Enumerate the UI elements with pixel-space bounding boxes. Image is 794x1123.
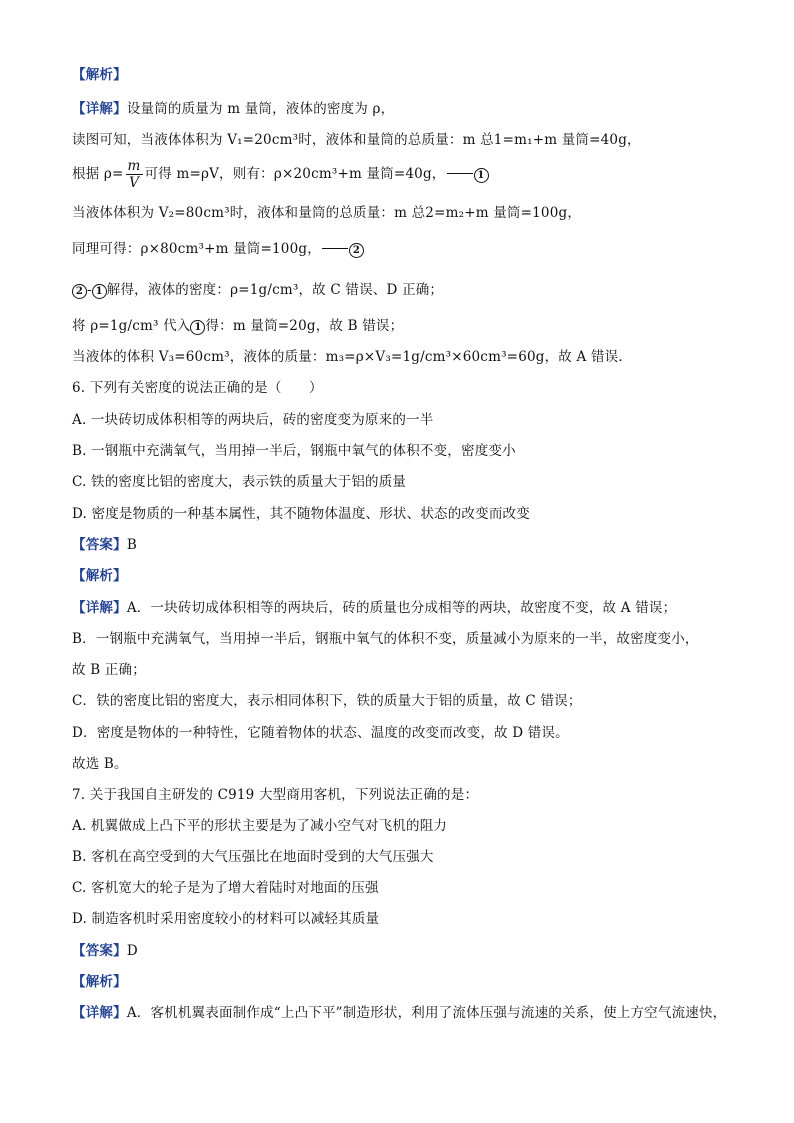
- q7-detail-a-text: A．客机机翼表面制作成“上凸下平”制造形状，利用了流体压强与流速的关系，使上方空气流速快，: [126, 1005, 727, 1021]
- circled-number-2: 2: [349, 243, 364, 258]
- density-fraction: [126, 158, 143, 191]
- detail-tag: 【详解】: [72, 101, 127, 117]
- q5-text-3-pre: 根据 ρ=: [72, 166, 124, 182]
- fraction-numerator: m: [127, 158, 141, 174]
- q6-detail-d: D．密度是物体的一种特性，它随着物体的状态、温度的改变而改变，故 D 错误。: [72, 725, 569, 741]
- q7-detail-a: [72, 1004, 726, 1022]
- q7-option-a: A. 机翼做成上凸下平的形状主要是为了减小空气对飞机的阻力: [72, 818, 448, 834]
- analysis-tag: 【解析】: [72, 974, 127, 990]
- q7-option-d: D. 制造客机时采用密度较小的材料可以减轻其质量: [72, 911, 380, 927]
- q5-text-4: 当液体体积为 V₂=80cm³时，液体和量筒的总质量：m 总2=m₂+m 量筒=100g，: [72, 205, 582, 221]
- q5-detail-line-1: [72, 100, 394, 118]
- circled-number-1: 1: [474, 168, 489, 183]
- q5-line-3: [72, 158, 489, 191]
- q6-detail-c: C．铁的密度比铝的密度大，表示相同体积下，铁的质量大于铝的质量，故 C 错误；: [72, 693, 582, 709]
- q6-stem: 6. 下列有关密度的说法正确的是（ ）: [72, 380, 323, 396]
- q5-text-1: 设量筒的质量为 m 量筒，液体的密度为 ρ，: [126, 101, 395, 117]
- q6-option-a: A. 一块砖切成体积相等的两块后，砖的密度变为原来的一半: [72, 412, 434, 428]
- q5-text-7-pre: 将 ρ=1g/cm³ 代入: [72, 318, 191, 334]
- circled-number-1: 1: [190, 320, 205, 335]
- circled-number-1: 1: [92, 284, 107, 299]
- q6-detail-b2: 故 B 正确；: [72, 662, 146, 678]
- q6-answer-line: [72, 536, 137, 554]
- q6-answer: B: [126, 537, 137, 553]
- q5-text-6: 解得，液体的密度：ρ=1g/cm³，故 C 错误、D 正确；: [106, 282, 444, 298]
- circled-number-2: 2: [72, 284, 87, 299]
- q5-text-8: 当液体的体积 V₃=60cm³，液体的质量：m₃=ρ×V₃=1g/cm³×60cm³=60g，故 A 错误．: [72, 349, 633, 365]
- q6-choose: 故选 B。: [72, 756, 128, 772]
- dash-line: [447, 173, 473, 174]
- q5-line-7: [72, 317, 403, 335]
- q7-option-c: C. 客机宽大的轮子是为了增大着陆时对地面的压强: [72, 880, 379, 896]
- q6-detail-b1: B．一钢瓶中充满氧气，当用掉一半后，钢瓶中氧气的体积不变，质量减小为原来的一半，故密度变小，: [72, 631, 699, 647]
- q5-text-7-post: 得：m 量筒=20g，故 B 错误；: [205, 318, 404, 334]
- analysis-tag: 【解析】: [72, 67, 127, 83]
- dash-line: [322, 248, 348, 249]
- q7-stem: 7. 关于我国自主研发的 C919 大型商用客机，下列说法正确的是：: [72, 787, 479, 803]
- detail-tag: 【详解】: [72, 600, 127, 616]
- q5-text-2: 读图可知，当液体体积为 V₁=20cm³时，液体和量筒的总质量：m 总1=m₁+m 量筒=40g，: [72, 132, 641, 148]
- analysis-tag: 【解析】: [72, 568, 127, 584]
- detail-tag: 【详解】: [72, 1005, 127, 1021]
- q6-option-b: B. 一钢瓶中充满氧气，当用掉一半后，钢瓶中氧气的体积不变，密度变小: [72, 443, 516, 459]
- q5-text-5: 同理可得：ρ×80cm³+m 量筒=100g，: [72, 241, 321, 257]
- q7-option-b: B. 客机在高空受到的大气压强比在地面时受到的大气压强大: [72, 849, 434, 865]
- q6-detail-a: [72, 599, 676, 617]
- q5-text-3-post: 可得 m=ρV，则有：ρ×20cm³+m 量筒=40g，: [144, 166, 446, 182]
- q7-answer: D: [126, 943, 138, 959]
- q6-option-c: C. 铁的密度比铝的密度大，表示铁的质量大于铝的质量: [72, 474, 407, 490]
- q6-option-d: D. 密度是物质的一种基本属性，其不随物体温度、形状、状态的改变而改变: [72, 506, 530, 522]
- fraction-denominator: V: [129, 175, 140, 191]
- q7-answer-line: [72, 942, 138, 960]
- answer-tag: 【答案】: [72, 537, 127, 553]
- q5-line-5: [72, 240, 364, 258]
- q6-detail-a-text: A．一块砖切成体积相等的两块后，砖的质量也分成相等的两块，故密度不变，故 A 错误；: [126, 600, 677, 616]
- answer-tag: 【答案】: [72, 943, 127, 959]
- q5-line-6: 2 - 1 解得，液体的密度：ρ=1g/cm³，故 C 错误、D 正确；: [72, 281, 443, 299]
